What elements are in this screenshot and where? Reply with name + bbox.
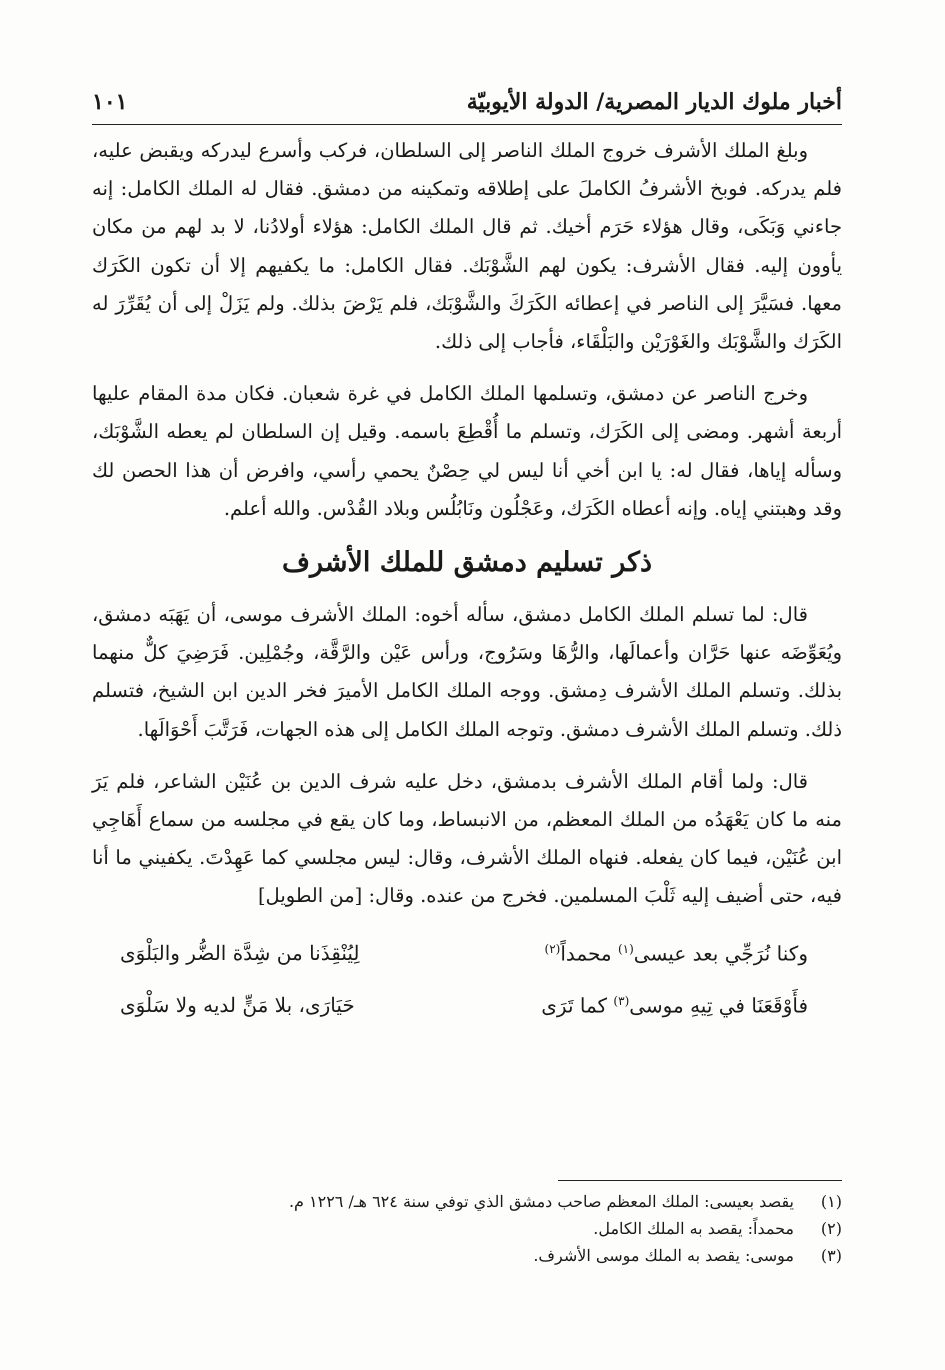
- paragraph: وبلغ الملك الأشرف خروج الملك الناصر إلى السلطان، فركب وأسرع ليدركه ويقبض عليه، فلم يدركه. فوبخ الأشرفُ الكاملَ على إطلاقه وتمكينه من دمشق. فقال له الملك الكامل: إنه جاءني وَبَكَى، وقال هؤلاء حَرَم أخيك. ثم قال الملك الكامل: هؤلاء أولادُنا، لا بد لهم من مكان يأوون إليه. فقال الأشرف: يكون لهم الشَّوْبَك. فقال الكامل: ما يكفيهم إلا أن تكون الكَرَك معها. فسَيَّرَ إلى الناصر في إعطائه الكَرَكَ والشَّوْبَك، فلم يَرْضَ بذلك. ولم يَزَلْ إلى أن يُقَرِّرَ له الكَرَك والشَّوْبَك والغَوْرَيْن والبَلْقَاء، فأجاب إلى ذلك.: [92, 139, 842, 354]
- footnote-divider: [558, 1180, 842, 1181]
- footnote-text: يقصد بعيسى: الملك المعظم صاحب دمشق الذي توفي سنة ٦٢٤ هـ/ ١٢٢٦ م.: [288, 1192, 794, 1211]
- section-heading: ذكر تسليم دمشق للملك الأشرف: [282, 547, 652, 579]
- paragraph: قال: ولما أقام الملك الأشرف بدمشق، دخل عليه شرف الدين بن عُنَيْن الشاعر، فلم يَرَ منه ما كان يَعْهَدُه من الملك المعظم، من الانبساط، وما كان يقع في مجلسه من سماع أَهَاجِي ابن عُنَيْن، فيما كان يفعله. فنهاه الملك الأشرف، وقال: ليس مجلسي كما عَهِدْتَ. يكفيني ما أنا فيه، حتى أضيف إليه ثَلْبَ المسلمين. فخرج من عنده. وقال: [من الطويل]: [92, 769, 842, 908]
- verse-second-hemistich: لِيُنْقِذَنا من شِدَّة الضُّر والبَلْوَى: [120, 941, 360, 966]
- footnote-text: موسى: يقصد به الملك موسى الأشرف.: [533, 1246, 794, 1265]
- verse-line: [92, 982, 842, 1034]
- footnote: [92, 1215, 842, 1242]
- verse-second-hemistich: حَيَارَى، بلا مَنٍّ لديه ولا سَلْوَى: [120, 993, 355, 1018]
- footnote-marker: (٣): [613, 993, 630, 1008]
- page-header: [92, 84, 842, 125]
- verse-text: فأَوْقَعَنَا في تِيهِ موسى: [629, 993, 808, 1018]
- main-text: [92, 132, 842, 1034]
- verse-first-hemistich: [541, 982, 808, 1025]
- footnote-marker: (٢): [544, 941, 561, 956]
- poem-verses: [92, 930, 842, 1034]
- footnote: [92, 1188, 842, 1215]
- running-title: أخبار ملوك الديار المصرية/ الدولة الأيوبيّة: [466, 89, 842, 115]
- verse-text: محمداً: [560, 941, 618, 966]
- footnote: [92, 1242, 842, 1269]
- page-number: ١٠١: [92, 89, 128, 115]
- footnote-number: (٢): [820, 1219, 842, 1238]
- verse-first-hemistich: [545, 930, 808, 973]
- footnote-marker: (١): [617, 941, 634, 956]
- verse-text: وكنا نُرَجِّي بعد عيسى: [633, 941, 808, 966]
- footnote-number: (١): [820, 1192, 842, 1211]
- footnotes: [92, 1188, 842, 1269]
- verse-text: كما تَرَى: [541, 993, 614, 1018]
- footnote-number: (٣): [820, 1246, 842, 1265]
- paragraph: قال: لما تسلم الملك الكامل دمشق، سأله أخوه: الملك الأشرف موسى، أن يَهَبَه دمشق، ويُعَوِّضَه عنها حَرَّان وأعمالَها، والرُّهَا وسَرُوج، ورأس عَيْن والرَّقَّة، وجُمْلِين. فَرَضِيَ كلٌّ منهما بذلك. وتسلم الملك الأشرف دِمشق. ووجه الملك الكامل الأميرَ فخر الدين ابن الشيخ، فتسلم ذلك. وتسلم الملك الأشرف دمشق. وتوجه الملك الكامل إلى هذه الجهات، فَرَتَّبَ أَحْوَالَها.: [92, 603, 842, 741]
- paragraph: وخرج الناصر عن دمشق، وتسلمها الملك الكامل في غرة شعبان. فكان مدة المقام عليها أربعة أشهر. ومضى إلى الكَرَك، وتسلم ما أُقْطِعَ باسمه. وقيل إن السلطان لم يعطه الشَّوْبَك، وسأله إياها، فقال له: يا ابن أخي أنا ليس لي حِصْنٌ يحمي رأسي، وافرض أن هذا الحصن لك وقد وهبتني إياه. وإنه أعطاه الكَرَك، وعَجْلُون ونَابُلُس وبلاد القُدْس. والله أعلم.: [92, 382, 842, 520]
- footnote-text: محمداً: يقصد به الملك الكامل.: [593, 1219, 794, 1238]
- verse-line: [92, 930, 842, 982]
